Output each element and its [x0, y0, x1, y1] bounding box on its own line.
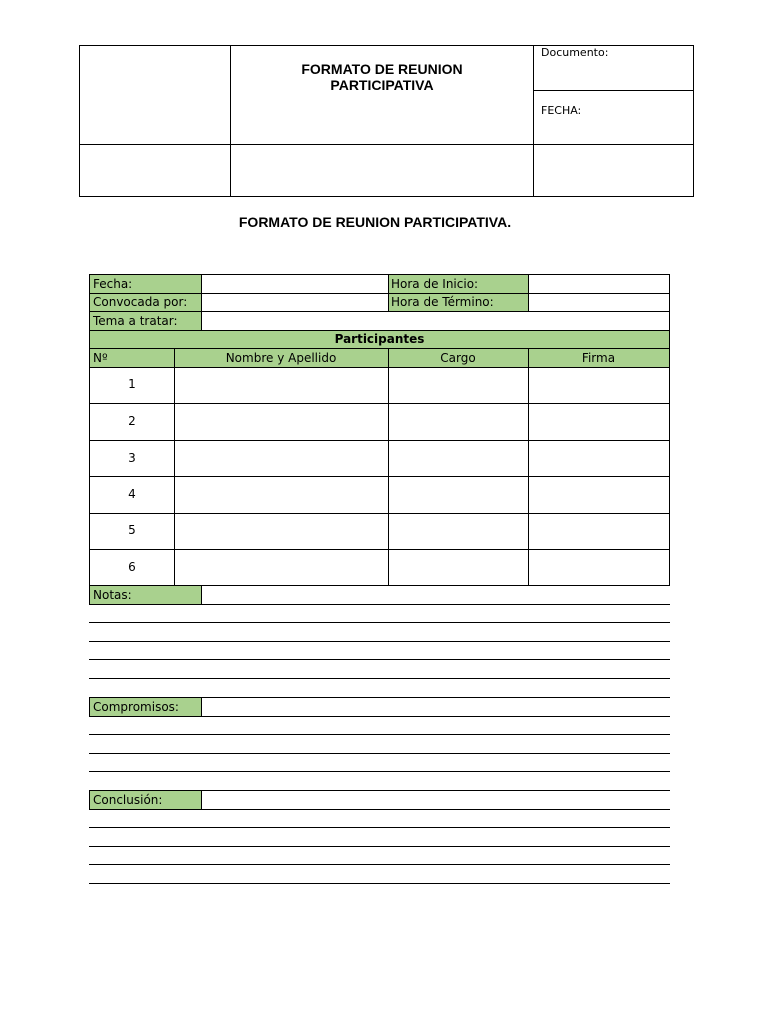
fecha-label: Fecha: — [90, 275, 201, 293]
hora-termino-field[interactable] — [528, 293, 669, 312]
documento-label: Documento: — [541, 46, 609, 59]
fecha-header-label: FECHA: — [541, 104, 582, 117]
column-header-cargo: Cargo — [388, 349, 528, 368]
convocada-field[interactable] — [201, 293, 388, 312]
participantes-heading: Participantes — [90, 330, 669, 349]
column-header-number: Nº — [90, 349, 174, 368]
row-number: 6 — [128, 560, 136, 574]
notas-label: Notas: — [90, 586, 201, 604]
header-title-line1: FORMATO DE REUNION — [301, 61, 463, 77]
column-header-nombre: Nombre y Apellido — [174, 349, 388, 368]
tema-field[interactable] — [201, 312, 669, 330]
row-number: 2 — [128, 414, 136, 428]
compromisos-label: Compromisos: — [90, 698, 201, 716]
page-title: FORMATO DE REUNION PARTICIPATIVA. — [238, 214, 512, 230]
hora-inicio-field[interactable] — [528, 275, 669, 293]
conclusion-field[interactable] — [202, 791, 669, 809]
hora-termino-label: Hora de Término: — [388, 293, 528, 312]
conclusion-label: Conclusión: — [90, 791, 201, 809]
header-title-line2: PARTICIPATIVA — [330, 77, 434, 93]
header-title — [231, 61, 533, 93]
row-number: 1 — [128, 377, 136, 391]
column-header-firma: Firma — [528, 349, 669, 368]
tema-label: Tema a tratar: — [90, 312, 201, 330]
notas-field[interactable] — [202, 586, 669, 604]
compromisos-field[interactable] — [202, 698, 669, 716]
fecha-field[interactable] — [201, 275, 388, 293]
row-number: 4 — [128, 487, 136, 501]
hora-inicio-label: Hora de Inicio: — [388, 275, 528, 293]
convocada-label: Convocada por: — [90, 293, 201, 312]
row-number: 3 — [128, 451, 136, 465]
row-number: 5 — [128, 523, 136, 537]
